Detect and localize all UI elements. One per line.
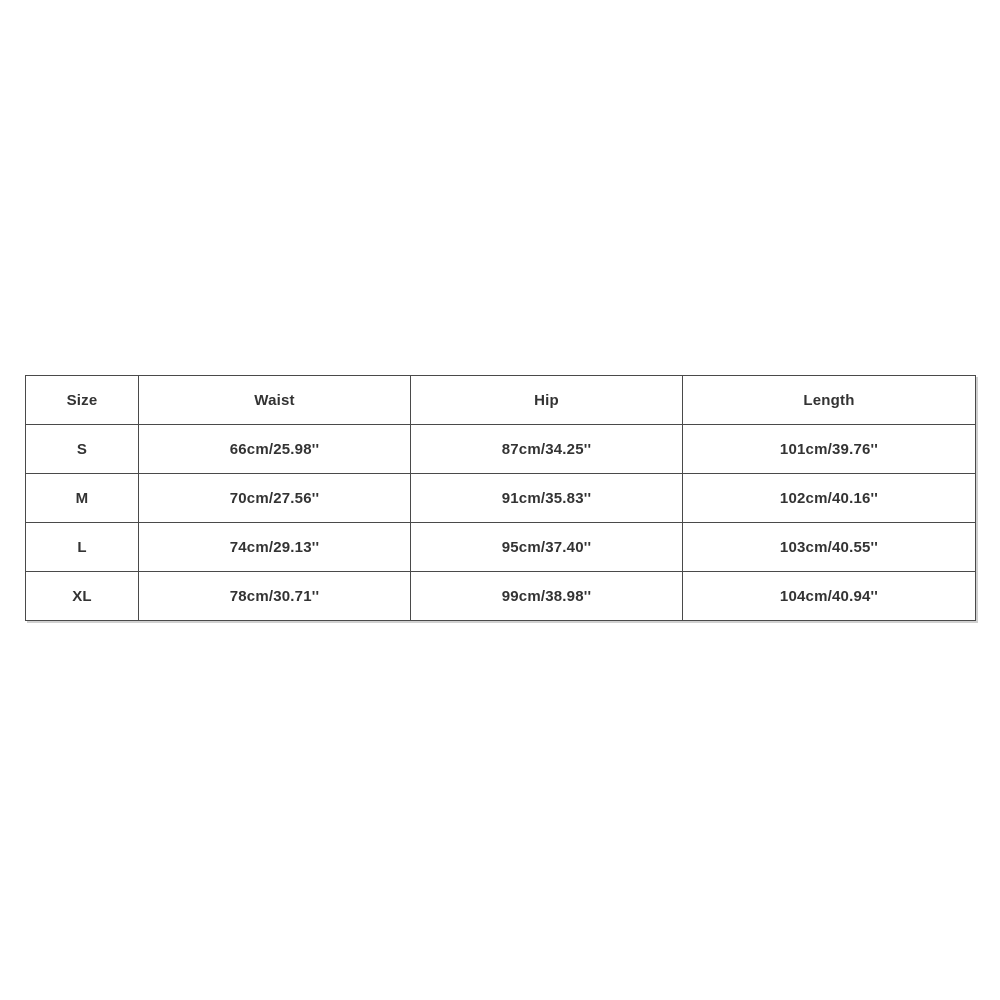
header-hip: Hip	[411, 376, 683, 425]
hip-cell: 95cm/37.40''	[411, 523, 683, 572]
size-cell: L	[26, 523, 139, 572]
table-row-s	[26, 425, 976, 474]
size-cell: M	[26, 474, 139, 523]
header-waist: Waist	[139, 376, 411, 425]
length-cell: 102cm/40.16''	[683, 474, 976, 523]
table-row-xl	[26, 572, 976, 621]
length-cell: 101cm/39.76''	[683, 425, 976, 474]
header-size: Size	[26, 376, 139, 425]
length-cell: 103cm/40.55''	[683, 523, 976, 572]
waist-cell: 74cm/29.13''	[139, 523, 411, 572]
size-cell: XL	[26, 572, 139, 621]
waist-cell: 70cm/27.56''	[139, 474, 411, 523]
table-row-m	[26, 474, 976, 523]
table-row-l	[26, 523, 976, 572]
hip-cell: 87cm/34.25''	[411, 425, 683, 474]
header-length: Length	[683, 376, 976, 425]
hip-cell: 91cm/35.83''	[411, 474, 683, 523]
waist-cell: 78cm/30.71''	[139, 572, 411, 621]
length-cell: 104cm/40.94''	[683, 572, 976, 621]
size-chart	[25, 375, 975, 621]
header-row	[26, 376, 976, 425]
waist-cell: 66cm/25.98''	[139, 425, 411, 474]
size-cell: S	[26, 425, 139, 474]
hip-cell: 99cm/38.98''	[411, 572, 683, 621]
size-chart-table	[25, 375, 976, 621]
